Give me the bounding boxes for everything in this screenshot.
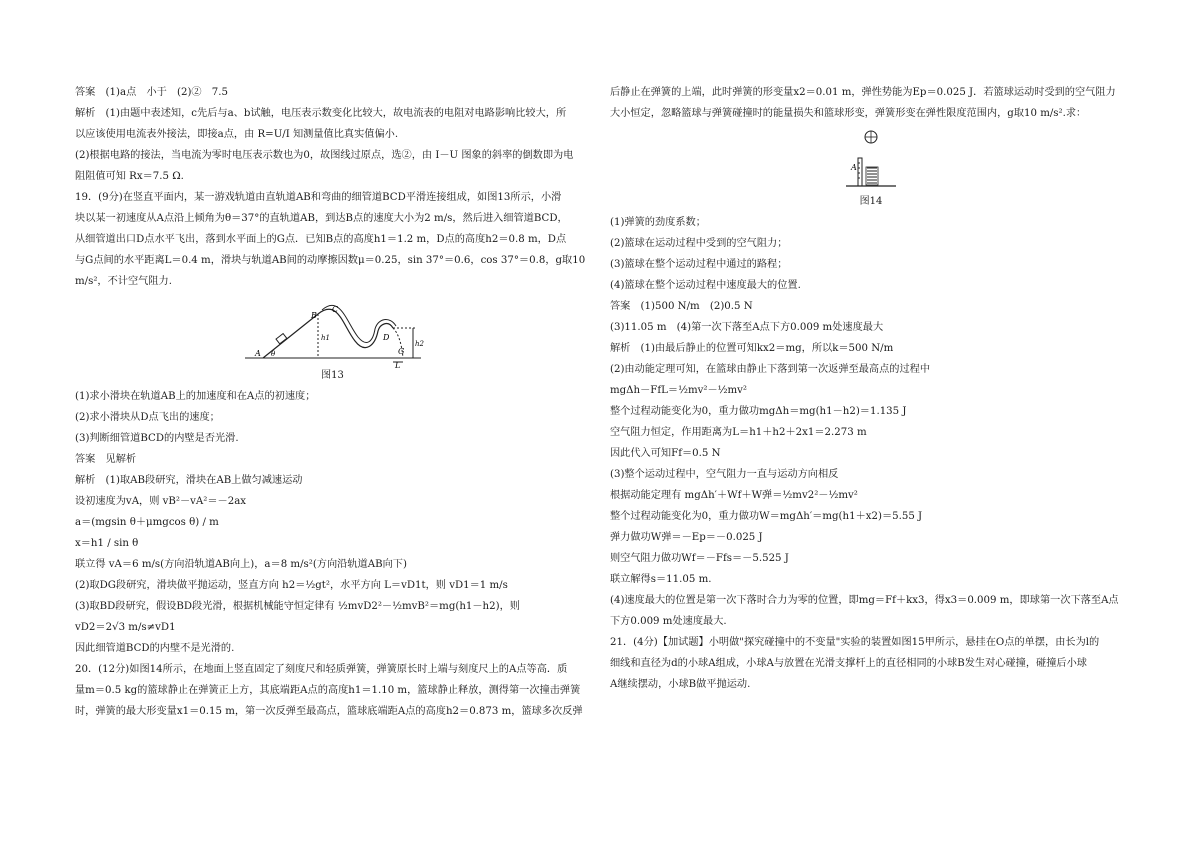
analysis-20-line14: 下方0.009 m处速度最大.	[610, 616, 727, 627]
question-20-line3: 时，弹簧的最大形变量x1＝0.15 m，第一次反弹至最高点，篮球底端距A点的高度h2＝0.873 m，篮球多次反弹	[75, 706, 583, 717]
ruler	[858, 158, 862, 186]
analysis-19-line2: 设初速度为vA，则 vB²－vA²＝－2ax	[75, 496, 247, 507]
question-20-line1: 20．(12分)如图14所示，在地面上竖直固定了刻度尺和轻质弹簧，弹簧原长时上端与刻度尺上的A点等高．质	[75, 664, 568, 675]
figure-13	[75, 296, 590, 384]
analysis-20-line12: 联立解得s＝11.05 m.	[610, 574, 712, 585]
analysis-20-line5: 空气阻力恒定，作用距离为L＝h1＋h2＋2x1＝2.273 m	[610, 427, 867, 438]
question-19-line5: m/s²，不计空气阻力.	[75, 276, 172, 287]
right-column	[610, 82, 1132, 695]
analysis-20-line10: 弹力做功W弹＝－Ep＝－0.025 J	[610, 532, 763, 543]
q20-part2: (2)篮球在运动过程中受到的空气阻力；	[610, 238, 788, 249]
analysis-18-line4: 阻阻值可知 Rx＝7.5 Ω.	[75, 171, 184, 182]
question-19-line2: 块以某一初速度从A点沿上倾角为θ＝37°的直轨道AB，到达B点的速度大小为2 m/s，然后进入细管道BCD，	[75, 213, 568, 224]
question-20-line2: 量m＝0.5 kg的篮球静止在弹簧正上方，其底端距A点的高度h1＝1.10 m，篮球静止释放，测得第一次撞击弹簧	[75, 685, 581, 696]
question-21-line2: 细线和直径为d的小球A组成，小球A与放置在光滑支撑杆上的直径相同的小球B发生对心碰撞，碰撞后小球	[610, 658, 1087, 669]
track-diagram	[243, 296, 423, 368]
question-19-line4: 与G点间的水平距离L＝0.4 m，滑块与轨道AB间的动摩擦因数μ＝0.25，sin 37°＝0.6，cos 37°＝0.8，g取10	[75, 255, 586, 266]
analysis-19-line1: 解析 (1)取AB段研究，滑块在AB上做匀减速运动	[75, 475, 303, 486]
label-h1: h1	[320, 334, 330, 342]
label-G: G	[397, 347, 404, 356]
question-19-line3: 从细管道出口D点水平飞出，落到水平面上的G点．已知B点的高度h1＝1.2 m，D点的高度h2＝0.8 m，D点	[75, 234, 567, 245]
question-21-line1: 21．(4分)【加试题】小明做"探究碰撞中的不变量"实验的装置如图15甲所示，悬挂在O点的单摆，由长为l的	[610, 637, 1100, 648]
analysis-18-line1: 解析 (1)由题中表述知，c先后与a、b试触，电压表示数变化比较大，故电流表的电阻对电路影响比较大，所	[75, 108, 567, 119]
question-19-line1: 19．(9分)在竖直平面内，某一游戏轨道由直轨道AB和弯曲的细管道BCD平滑连接组成，如图13所示，小滑	[75, 192, 562, 203]
label-D: D	[382, 333, 389, 342]
label-C: C	[331, 305, 338, 314]
label-theta: θ	[270, 350, 275, 358]
q20-part1: (1)弹簧的劲度系数；	[610, 217, 706, 228]
answer-19: 答案 见解析	[75, 454, 137, 465]
spring-ruler-diagram	[836, 128, 906, 194]
analysis-20-line6: 因此代入可知Ff＝0.5 N	[610, 448, 721, 459]
analysis-18-line3: (2)根据电路的接法，当电流为零时电压表示数也为0，故图线过原点，选②，由 I－U 图象的斜率的倒数即为电	[75, 150, 574, 161]
question-21-line3: A继续摆动，小球B做平抛运动.	[610, 679, 751, 690]
analysis-20-line2: (2)由动能定理可知，在篮球由静止下落到第一次返弹至最高点的过程中	[610, 364, 931, 375]
label-L: L	[394, 361, 400, 370]
figure-14-caption: 图14	[859, 196, 883, 207]
q19-part1: (1)求小滑块在轨道AB上的加速度和在A点的初速度；	[75, 391, 316, 402]
q20-part4: (4)篮球在整个运动过程中速度最大的位置.	[610, 280, 801, 291]
left-column	[75, 82, 590, 722]
analysis-18-line2: 以应该使用电流表外接法，即接a点，由 R=U/I 知测量值比真实值偏小.	[75, 129, 399, 140]
spring-icon	[867, 168, 877, 183]
analysis-20-line9: 整个过程动能变化为0，重力做功W＝mgΔh′＝mg(h1＋x2)＝5.55 J	[610, 511, 923, 522]
answer-18: 答案 (1)a点 小于 (2)② 7.5	[75, 87, 229, 98]
question-20-line5: 大小恒定，忽略篮球与弹簧碰撞时的能量损失和篮球形变，弹簧形变在弹性限度范围内，g取10 m/s².求：	[610, 108, 1087, 119]
analysis-20-line1: 解析 (1)由最后静止的位置可知kx2＝mg，所以k＝500 N/m	[610, 343, 894, 354]
analysis-20-line7: (3)整个运动过程中，空气阻力一直与运动方向相反	[610, 469, 839, 480]
answer-20-line2: (3)11.05 m (4)第一次下落至A点下方0.009 m处速度最大	[610, 322, 884, 333]
analysis-19-formula-a: a＝(mgsin θ＋μmgcos θ) / m	[75, 517, 219, 528]
analysis-19-line6: (2)取DG段研究，滑块做平抛运动，竖直方向 h2＝½gt²，水平方向 L＝vD1t，则 vD1＝1 m/s	[75, 580, 508, 591]
label-A: A	[254, 349, 261, 358]
analysis-20-line11: 则空气阻力做功Wf＝－Ffs＝－5.525 J	[610, 553, 789, 564]
analysis-20-formula2: 根据动能定理有 mgΔh′＋Wf＋W弹＝½mv2²－½mv²	[610, 490, 858, 501]
analysis-20-formula1: mgΔh－FfL＝½mv²－½mv²	[610, 385, 748, 396]
analysis-19-line7: (3)取BD段研究，假设BD段光滑，根据机械能守恒定律有 ½mvD2²－½mvB²＝mg(h1－h2)，则	[75, 601, 520, 612]
q19-part3: (3)判断细管道BCD的内壁是否光滑.	[75, 433, 239, 444]
analysis-20-line4: 整个过程动能变化为0，重力做功mgΔh＝mg(h1－h2)＝1.135 J	[610, 406, 907, 417]
analysis-19-line8: vD2＝2√3 m/s≠vD1	[75, 622, 176, 633]
question-20-line4: 后静止在弹簧的上端，此时弹簧的形变量x2＝0.01 m，弹性势能为Ep＝0.025 J．若篮球运动时受到的空气阻力	[610, 87, 1116, 98]
label-A: A	[851, 163, 857, 172]
analysis-20-line13: (4)速度最大的位置是第一次下落时合力为零的位置，即mg＝Ff＋kx3，得x3＝0.009 m，即球第一次下落至A点	[610, 595, 1119, 606]
analysis-19-line9: 因此细管道BCD的内壁不是光滑的.	[75, 643, 235, 654]
answer-20-line1: 答案 (1)500 N/m (2)0.5 N	[610, 301, 753, 312]
q19-part2: (2)求小滑块从D点飞出的速度；	[75, 412, 220, 423]
label-h2: h2	[414, 340, 424, 348]
analysis-19-formula-x: x＝h1 / sin θ	[75, 538, 139, 549]
figure-14	[610, 128, 1132, 210]
figure-13-caption: 图13	[321, 370, 344, 381]
label-B: B	[310, 311, 317, 320]
analysis-19-line5: 联立得 vA＝6 m/s(方向沿轨道AB向上)，a＝8 m/s²(方向沿轨道AB向下)	[75, 559, 407, 570]
q20-part3: (3)篮球在整个运动过程中通过的路程；	[610, 259, 788, 270]
